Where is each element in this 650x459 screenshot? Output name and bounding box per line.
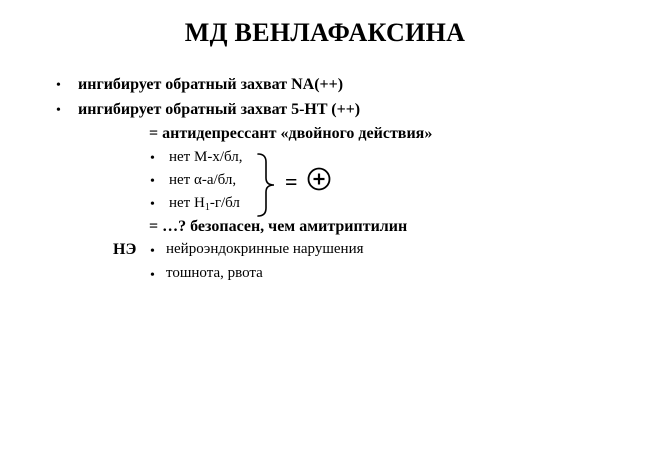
list-marker: •	[150, 197, 155, 212]
conclusion-safety: = …? безопасен, чем амитриптилин	[149, 218, 408, 235]
slide-title: МД ВЕНЛАФАКСИНА	[184, 18, 466, 47]
side-effect-neuroendocrine: нейроэндокринные нарушения	[166, 241, 364, 257]
list-marker: •	[150, 151, 155, 166]
right-curly-brace-icon	[256, 152, 278, 218]
side-effect-nausea: тошнота, рвота	[166, 265, 263, 281]
bullet-marker: •	[56, 103, 61, 118]
list-marker: •	[150, 244, 155, 259]
list-marker: •	[150, 174, 155, 189]
no-effect-h1-histamine: нет $Н_1-г/бл$	[169, 195, 240, 213]
equals-sign: =	[285, 169, 298, 194]
bullet-text-5ht: ингибирует обратный захват 5-HT (++)	[78, 101, 361, 118]
bullet-text-na: ингибирует обратный захват NA(++)	[78, 76, 344, 93]
list-marker: •	[150, 268, 155, 283]
no-effect-m-cholino: нет М-х/бл,	[169, 149, 243, 165]
conclusion-dual-action: = антидепрессант «двойного действия»	[149, 125, 433, 142]
bullet-marker: •	[56, 78, 61, 93]
no-effect-alpha-adreno: нет α-а/бл,	[169, 172, 237, 188]
side-effects-label: НЭ	[113, 241, 137, 258]
plus-in-circle-icon	[307, 167, 331, 191]
